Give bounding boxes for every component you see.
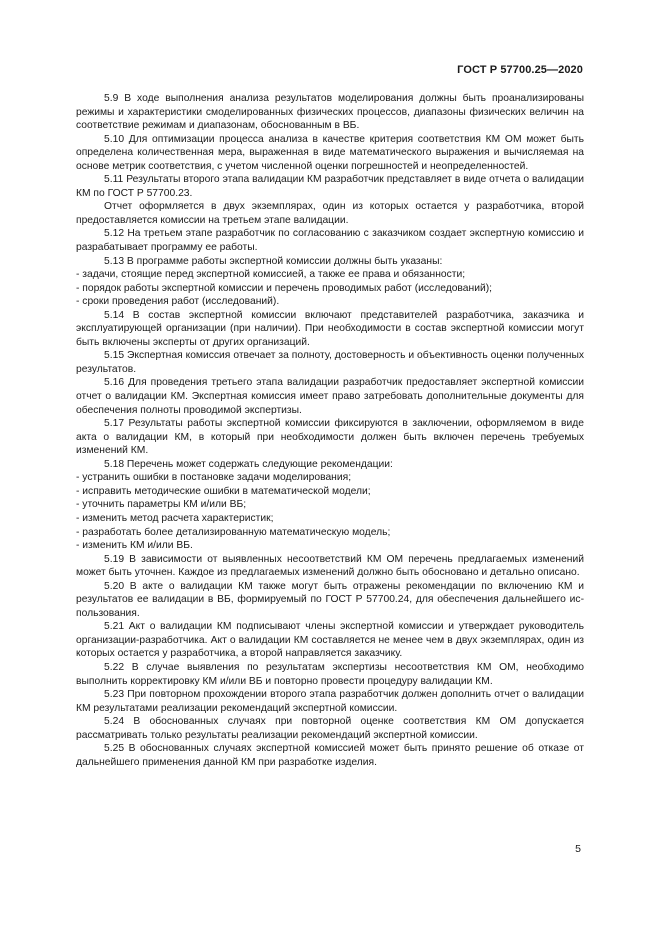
paragraph-5-11-report: Отчет оформляется в двух экземплярах, один из которых остается у разработчика, второй предоставляется комиссии на третьем этапе валидации. xyxy=(76,201,584,226)
paragraph-5-15: 5.15 Экспертная комиссия отвечает за полноту, достоверность и объективность оценки полученных результатов. xyxy=(76,350,584,375)
list-item: - устранить ошибки в постановке задачи моделирования; xyxy=(76,471,584,485)
page-number: 5 xyxy=(575,843,581,855)
paragraph-5-14: 5.14 В состав экспертной комиссии включают представителей разработчика, заказчика и эксплуатирующей организации (при наличии). При необходимости в состав экспертной комиссии могут быть включены эксперты от других организаций. xyxy=(76,309,584,348)
list-item: - сроки проведения работ (исследований). xyxy=(76,295,584,309)
list-item: - изменить метод расчета характеристик; xyxy=(76,512,584,526)
paragraph-5-9: 5.9 В ходе выполнения анализа результатов моделирования должны быть проанализированы режимы и характеристики смоделированных физических процессов, диапазоны физических величин на соответствие режимам и диапазонам, обоснованным в ВБ. xyxy=(76,93,584,132)
paragraph-5-11: 5.11 Результаты второго этапа валидации КМ разработчик представляет в виде отчета о валидации КМ по ГОСТ Р 57700.23. xyxy=(76,174,584,199)
paragraph-5-24: 5.24 В обоснованных случаях при повторной оценке соответствия КМ ОМ допускается рассматривать только результаты реализации рекомендаций экспертной комиссии. xyxy=(76,716,584,741)
paragraph-5-13: 5.13 В программе работы экспертной комиссии должны быть указаны: xyxy=(104,255,443,267)
list-5-13 xyxy=(76,268,584,309)
paragraph-5-18: 5.18 Перечень может содержать следующие рекомендации: xyxy=(104,458,393,470)
list-5-18 xyxy=(76,471,584,552)
document-body xyxy=(76,92,584,769)
list-item: - разработать более детализированную математическую модель; xyxy=(76,526,584,540)
paragraph-5-17: 5.17 Результаты работы экспертной комиссии фиксируются в заключении, оформляемом в виде акта о валидации КМ, в который при необходимости должен быть включен перечень требуемых изменений КМ. xyxy=(76,418,584,457)
paragraph-5-21: 5.21 Акт о валидации КМ подписывают члены экспертной комиссии и утверждает руководитель организации-разработчика. Акт о валидации КМ составляется не менее чем в двух экземплярах, один из которых остается у разработчика, а второй направляется заказчику. xyxy=(76,621,584,660)
paragraph-5-22: 5.22 В случае выявления по результатам экспертизы несоответствия КМ ОМ, необходимо выполнить корректировку КМ и/или ВБ и повторно провести процедуру валидации КМ. xyxy=(76,661,584,687)
paragraph-5-16: 5.16 Для проведения третьего этапа валидации разработчик предоставляет экспертной комиссии отчет о валидации КМ. Экспертная комиссия имеет право затребовать дополнительные документы для обеспечения полноты проводимой экспертизы. xyxy=(76,377,584,416)
paragraph-5-23: 5.23 При повторном прохождении второго этапа разработчик должен дополнить отчет о валидации КМ результатами реализации рекомендаций экспертной комиссии. xyxy=(76,689,584,714)
paragraph-5-12: 5.12 На третьем этапе разработчик по согласованию с заказчиком создает экспертную комиссию и разрабатывает программу ее работы. xyxy=(76,228,584,254)
paragraph-5-25: 5.25 В обоснованных случаях экспертной комиссией может быть принято решение об отказе от дальнейшего применения данной КМ при разработке изделия. xyxy=(76,743,584,768)
paragraph-5-20: 5.20 В акте о валидации КМ также могут быть отражены рекомендации по включению КМ и результатов ее валидации в ВБ, формируемый по ГОСТ Р 57700.24, для обеспечения дальнейшего использования. xyxy=(76,580,584,619)
list-item: - исправить методические ошибки в математической модели; xyxy=(76,485,584,499)
list-item: - уточнить параметры КМ и/или ВБ; xyxy=(76,498,584,512)
standard-code-header: ГОСТ Р 57700.25—2020 xyxy=(457,64,583,76)
paragraph-5-19: 5.19 В зависимости от выявленных несоответствий КМ ОМ перечень предлагаемых изменений может быть уточнен. Каждое из предлагаемых изменений должно быть обосновано и детально описано. xyxy=(76,553,584,579)
paragraph-5-10: 5.10 Для оптимизации процесса анализа в качестве критерия соответствия КМ ОМ может быть определена количественная мера, выраженная в виде математического выражения и вычисляемая на основе метрик соответствия, с учетом численной оценки погрешностей и неопределенностей. xyxy=(76,133,584,172)
list-item: - изменить КМ и/или ВБ. xyxy=(76,539,584,553)
list-item: - порядок работы экспертной комиссии и перечень проводимых работ (исследований); xyxy=(76,282,584,296)
list-item: - задачи, стоящие перед экспертной комиссией, а также ее права и обязанности; xyxy=(76,268,584,282)
